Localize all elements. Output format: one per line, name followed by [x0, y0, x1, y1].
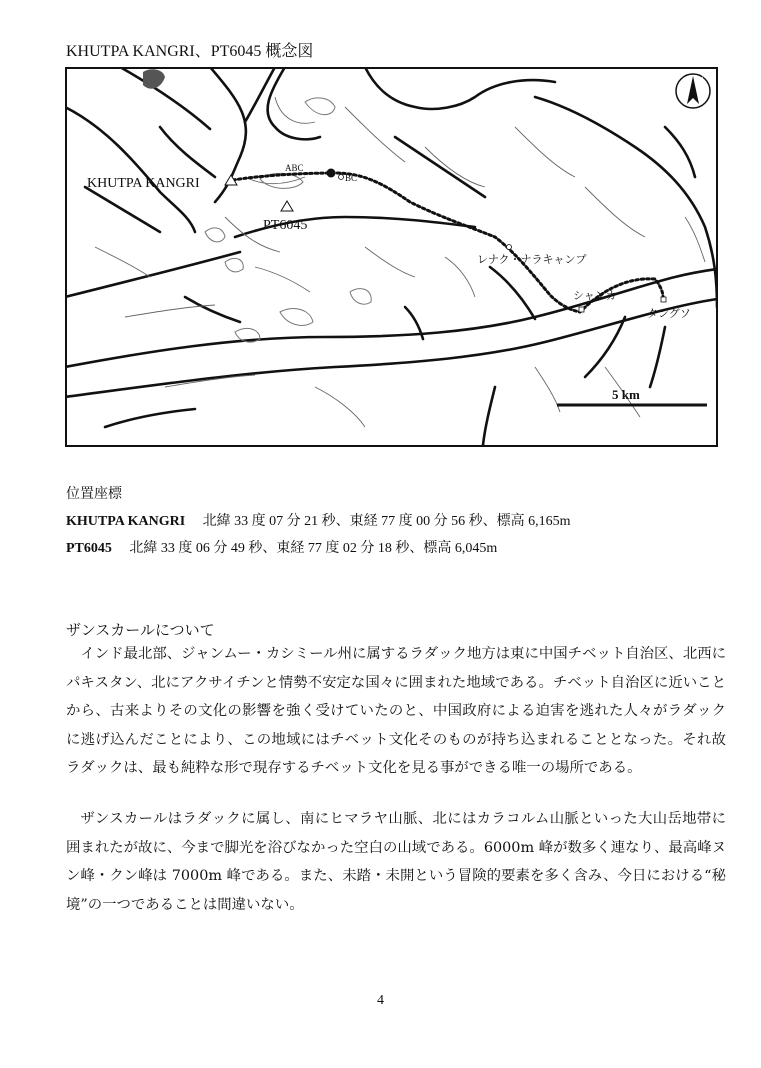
sketch-map: [65, 67, 718, 447]
page-title: KHUTPA KANGRI、PT6045 概念図: [66, 43, 314, 60]
section-heading: ザンスカールについて: [66, 621, 215, 639]
page-number: 4: [377, 993, 384, 1008]
label-khutpa-kangri: KHUTPA KANGRI: [87, 176, 200, 191]
renaku-camp-icon: [507, 245, 512, 250]
shanka-village-icon: [579, 307, 584, 312]
paragraph: インド最北部、ジャンムー・カシミール州に属するラダック地方は東に中国チベット自治区、北西にパキスタン、北にアクサイチンと情勢不安定な国々に囲まれた地域である。チベット自治区に近いことから、古来よりその文化の影響を強く受けていたのと、中国政府による迫害を逃れた人々がラダックに逃げ込んだことにより、この地域にはチベット文化そのものが持ち込まれることとなった。それ故ラダックは、最も純粋な形で現存するチベット文化を見る事ができる唯一の場所である。: [66, 646, 726, 776]
tangso-village-icon: [661, 297, 666, 302]
label-renaku-camp: レナク・ナラキャンプ: [477, 254, 587, 266]
coordinates-heading: 位置座標: [66, 486, 122, 502]
label-abc: ABC: [285, 163, 304, 173]
label-tangso: タングソ: [647, 308, 691, 320]
label-bc: BC: [345, 173, 358, 183]
coordinate-value: 北緯 33 度 07 分 21 秒、東経 77 度 00 分 56 秒、標高 6,165m: [202, 514, 571, 529]
scale-label: 5 km: [612, 387, 640, 402]
coordinate-name: PT6045: [66, 541, 112, 556]
label-shanka: シャンカ: [573, 290, 617, 302]
coordinate-name: KHUTPA KANGRI: [66, 514, 186, 529]
bc-camp-icon: [339, 175, 344, 180]
north-arrow: [676, 74, 710, 108]
coordinate-row: [66, 510, 571, 530]
coordinate-row: [66, 537, 497, 557]
north-arrow-label: N: [699, 77, 704, 83]
label-pt6045: PT6045: [263, 218, 308, 233]
abc-camp-icon: [327, 169, 336, 178]
coordinate-value: 北緯 33 度 06 分 49 秒、東経 77 度 02 分 18 秒、標高 6,045m: [129, 541, 498, 556]
paragraph: ザンスカールはラダックに属し、南にヒマラヤ山脈、北にはカラコルム山脈といった大山岳地帯に囲まれたが故に、今まで脚光を浴びなかった空白の山域である。6000m 峰が数多く連なり、最高峰ヌン峰・クン峰は 7000m 峰である。また、未踏・未開という冒険的要素を多く含み、今日における“秘境”の一つであることは間違いない。: [66, 811, 726, 913]
